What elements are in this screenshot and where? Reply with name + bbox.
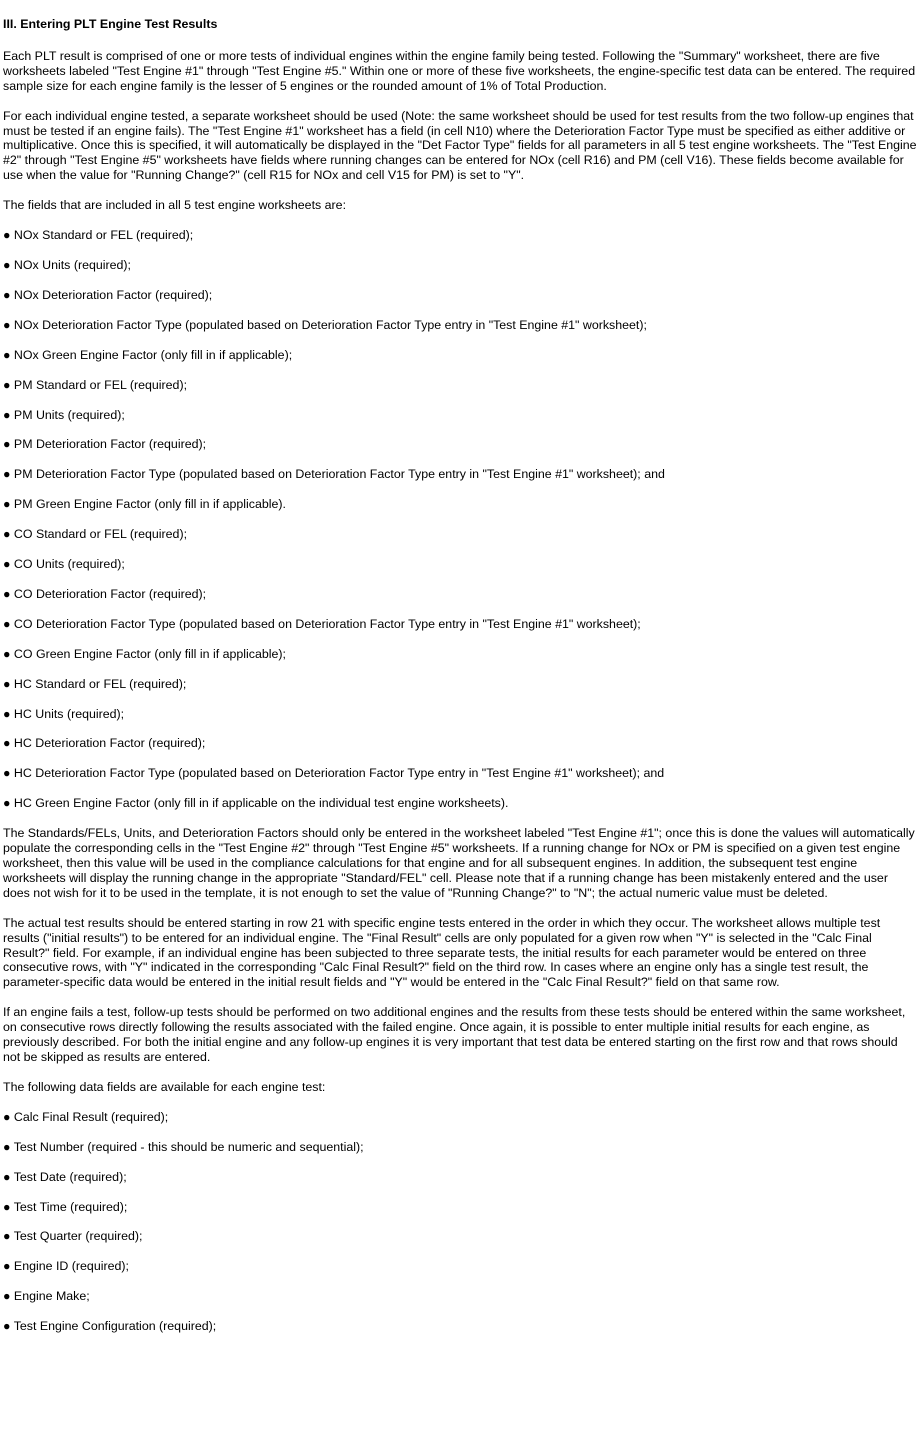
list-item: ● Test Number (required - this should be numeric and sequential); — [3, 1139, 364, 1154]
list-item: ● HC Units (required); — [3, 706, 125, 721]
list-item: ● Test Date (required); — [3, 1169, 127, 1184]
list-item: ● PM Green Engine Factor (only fill in if applicable). — [3, 497, 286, 512]
worksheet-fields-list — [3, 228, 918, 811]
list-item: ● Engine ID (required); — [3, 1259, 129, 1274]
intro-paragraph: The fields that are included in all 5 test engine worksheets are: — [3, 198, 347, 213]
body-paragraph: The following data fields are available for each engine test: — [3, 1079, 326, 1094]
list-item: ● PM Standard or FEL (required); — [3, 377, 188, 392]
list-item: ● NOx Units (required); — [3, 257, 131, 272]
body-paragraph: The Standards/FELs, Units, and Deterioration Factors should only be entered in the worksheet labeled "Test Engine #1"; once this is done the values will automatically populate the corresponding cells in the "Test Engine #2" through "Test Engine #5" worksheets. If a running change for NOx or PM is specified on a given test engine worksheet, then this value will be used in the compliance calculations for that engine and for all subsequent engines. In addition, the subsequent test engine worksheets will display the running change in the appropriate "Standard/FEL" cell. Please note that if a running change has been mistakenly entered and the user does not wish for it to be used in the template, it is not enough to set the value of "Running Change?" to "N"; the actual numeric value must be deleted. — [3, 826, 915, 900]
list-item: ● HC Deterioration Factor Type (populated based on Deterioration Factor Type entry in "Test Engine #1" worksheet); and — [3, 766, 665, 781]
list-item: ● Test Quarter (required); — [3, 1229, 143, 1244]
list-item: ● NOx Green Engine Factor (only fill in if applicable); — [3, 347, 293, 362]
list-item: ● NOx Deterioration Factor Type (populated based on Deterioration Factor Type entry in "Test Engine #1" worksheet); — [3, 317, 647, 332]
list-item: ● CO Units (required); — [3, 557, 125, 572]
test-fields-list — [3, 1110, 918, 1334]
list-item: ● HC Standard or FEL (required); — [3, 676, 187, 691]
list-item: ● Engine Make; — [3, 1289, 90, 1304]
list-item: ● PM Deterioration Factor Type (populated based on Deterioration Factor Type entry in "Test Engine #1" worksheet); and — [3, 467, 665, 482]
section-heading: III. Entering PLT Engine Test Results — [3, 17, 218, 31]
list-item: ● PM Deterioration Factor (required); — [3, 437, 207, 452]
list-item: ● HC Deterioration Factor (required); — [3, 736, 206, 751]
intro-paragraph: For each individual engine tested, a separate worksheet should be used (Note: the same worksheet should be used for test results from the two follow-up engines that must be tested if an engine fails). The "Test Engine #1" worksheet has a field (in cell N10) where the Deterioration Factor Type must be specified as either additive or multiplicative. Once this is specified, it will automatically be displayed in the "Det Factor Type" fields for all parameters in all 5 test engine worksheets. The "Test Engine #2" through "Test Engine #5" worksheets have fields where running changes can be entered for NOx (cell R16) and PM (cell V16). These fields become available for use when the value for "Running Change?" (cell R15 for NOx and cell V15 for PM) is set to "Y". — [3, 108, 917, 183]
list-item: ● PM Units (required); — [3, 407, 125, 422]
list-item: ● Calc Final Result (required); — [3, 1109, 169, 1124]
list-item: ● CO Deterioration Factor (required); — [3, 586, 207, 601]
list-item: ● NOx Standard or FEL (required); — [3, 228, 194, 243]
list-item: ● CO Standard or FEL (required); — [3, 527, 188, 542]
list-item: ● NOx Deterioration Factor (required); — [3, 287, 213, 302]
list-item: ● Test Time (required); — [3, 1199, 128, 1214]
list-item: ● Test Engine Configuration (required); — [3, 1319, 217, 1334]
body-paragraph: The actual test results should be entered starting in row 21 with specific engine tests entered in the order in which they occur. The worksheet allows multiple test results ("initial results") to be entered for an individual engine. The "Final Result" cells are only populated for a given row when "Y" is selected in the "Calc Final Result?" field. For example, if an individual engine has been subjected to three separate tests, the initial results for each parameter would be entered on three consecutive rows, with "Y" indicated in the corresponding "Calc Final Result?" field on the third row. In cases where an engine only has a single test result, the parameter-specific data would be entered in the initial result fields and "Y" would be entered in the "Calc Final Result?" field on that same row. — [3, 915, 881, 990]
list-item: ● HC Green Engine Factor (only fill in if applicable on the individual test engine worksheets). — [3, 796, 509, 811]
intro-paragraph: Each PLT result is comprised of one or more tests of individual engines within the engine family being tested. Following the "Summary" worksheet, there are five worksheets labeled "Test Engine #1" through "Test Engine #5." Within one or more of these five worksheets, the engine-specific test data can be entered. The required sample size for each engine family is the lesser of 5 engines or the rounded amount of 1% of Total Production. — [3, 48, 916, 93]
list-item: ● CO Deterioration Factor Type (populated based on Deterioration Factor Type entry in "Test Engine #1" worksheet); — [3, 616, 641, 631]
list-item: ● CO Green Engine Factor (only fill in if applicable); — [3, 646, 286, 661]
body-paragraph: If an engine fails a test, follow-up tests should be performed on two additional engines and the results from these tests should be entered within the same worksheet, on consecutive rows directly following the results associated with the failed engine. Once again, it is possible to enter multiple initial results for each engine, as previously described. For both the initial engine and any follow-up engines it is very important that test data be entered starting on the first row and that rows should not be skipped as results are entered. — [3, 1005, 906, 1064]
